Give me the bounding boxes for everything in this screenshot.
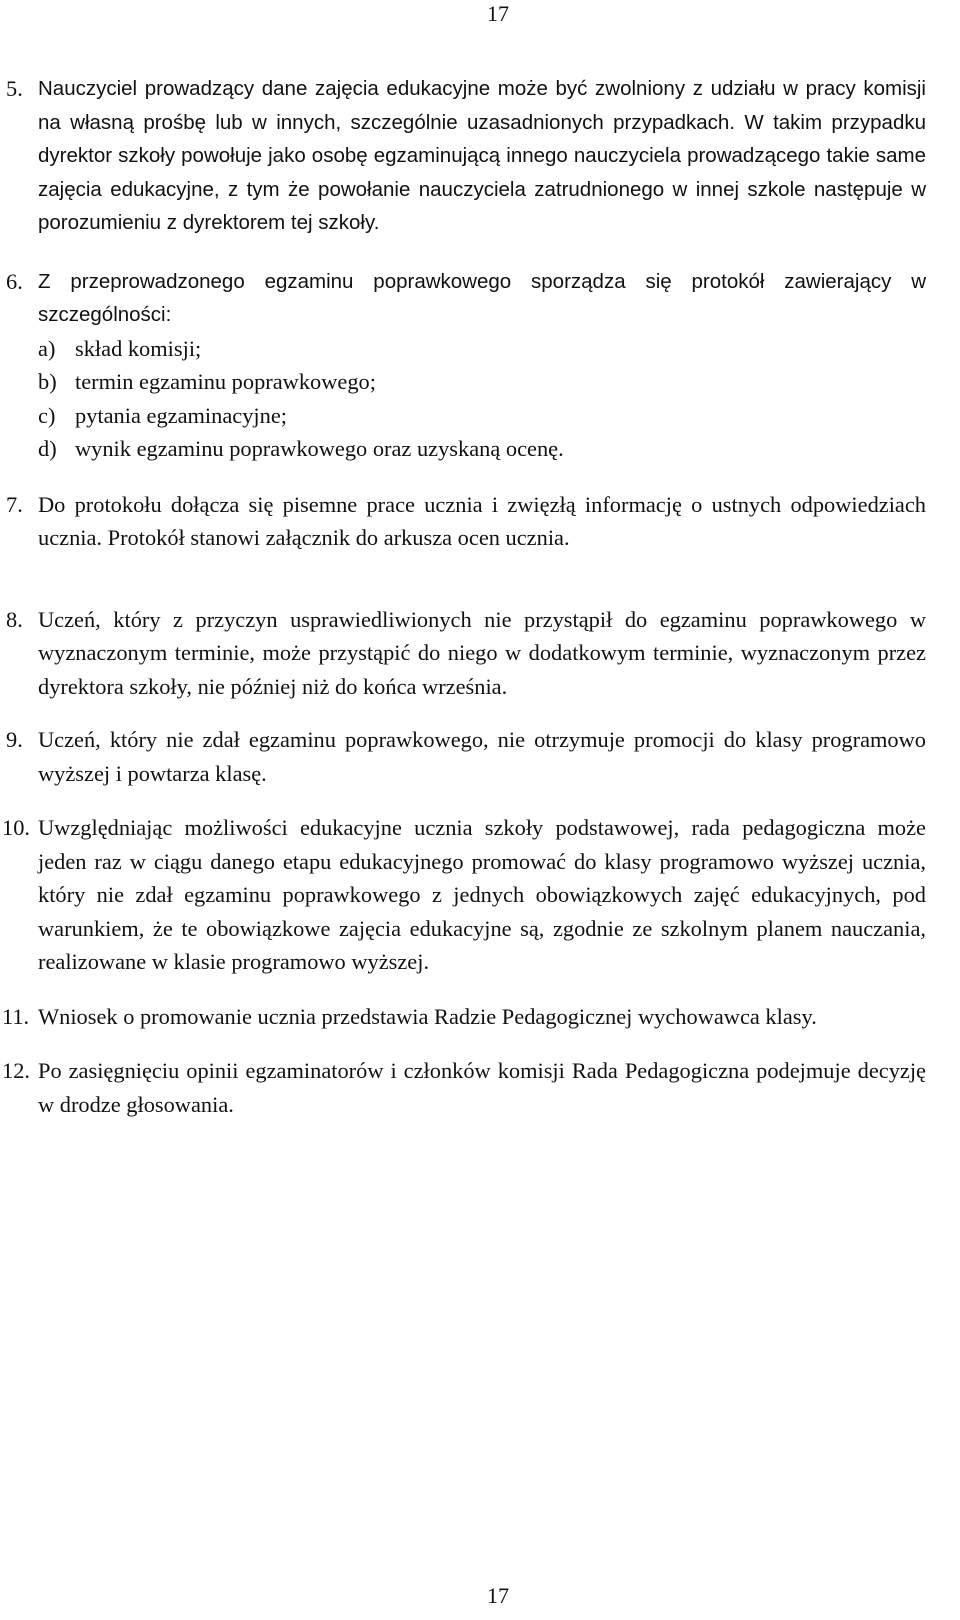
list-item	[38, 432, 926, 466]
paragraph-number: 9.	[6, 727, 23, 752]
paragraph-text: Uczeń, który z przyczyn usprawiedliwionych nie przystąpił do egzaminu poprawkowego w wyznaczonym terminie, może przystąpić do niego w dodatkowym terminie, wyznaczonym przez dyrektora szkoły, nie później niż do końca września.	[38, 606, 926, 699]
paragraph-number: 6.	[6, 268, 23, 294]
page-number-bottom: 17	[487, 1583, 509, 1608]
paragraph-text: Do protokołu dołącza się pisemne prace ucznia i zwięzłą informację o ustnych odpowiedziach ucznia. Protokół stanowi załącznik do arkusza ocen ucznia.	[38, 491, 926, 550]
paragraph-text: Uczeń, który nie zdał egzaminu poprawkowego, nie otrzymuje promocji do klasy programowo wyższej i powtarza klasę.	[38, 727, 926, 786]
paragraph-number: 11.	[2, 1003, 30, 1029]
paragraph-8	[6, 603, 926, 704]
list-item	[38, 399, 926, 433]
paragraph-number: 5.	[6, 76, 23, 101]
list-item-text: wynik egzaminu poprawkowego oraz uzyskaną ocenę.	[75, 436, 564, 461]
paragraph-6	[6, 265, 926, 466]
paragraph-10	[2, 811, 926, 979]
list-item-text: skład komisji;	[75, 335, 202, 361]
list-item-text: termin egzaminu poprawkowego;	[75, 369, 376, 394]
paragraph-9	[6, 723, 926, 790]
paragraph-number: 12.	[2, 1058, 30, 1083]
list-item	[38, 332, 926, 366]
paragraph-5	[6, 72, 926, 240]
protocol-contents-list	[38, 332, 926, 466]
list-item	[38, 365, 926, 399]
paragraph-number: 7.	[6, 491, 23, 517]
list-item-label: a)	[38, 335, 56, 361]
page-number-top: 17	[487, 1, 509, 26]
list-item-label: c)	[38, 402, 56, 428]
paragraph-7	[6, 488, 926, 555]
list-item-text: pytania egzaminacyjne;	[75, 402, 287, 428]
paragraph-12	[2, 1054, 926, 1121]
paragraph-text: Z przeprowadzonego egzaminu poprawkowego sporządza się protokół zawierający w szczególności:	[38, 269, 926, 326]
list-item-label: d)	[38, 436, 57, 461]
paragraph-text: Wniosek o promowanie ucznia przedstawia Radzie Pedagogicznej wychowawca klasy.	[38, 1003, 817, 1029]
paragraph-number: 8.	[6, 606, 23, 632]
paragraph-number: 10.	[2, 815, 30, 840]
paragraph-text: Po zasięgnięciu opinii egzaminatorów i członków komisji Rada Pedagogiczna podejmuje decyzję w drodze głosowania.	[38, 1058, 926, 1117]
list-item-label: b)	[38, 369, 57, 394]
paragraph-text: Nauczyciel prowadzący dane zajęcia edukacyjne może być zwolniony z udziału w pracy komisji na własną prośbę lub w innych, szczególnie uzasadnionych przypadkach. W takim przypadku dyrektor szkoły powołuje jako osobę egzaminującą innego nauczyciela prowadzącego takie same zajęcia edukacyjne, z tym że powołanie nauczyciela zatrudnionego w innej szkole następuje w porozumieniu z dyrektorem tej szkoły.	[38, 77, 926, 234]
document-body	[0, 72, 960, 1121]
paragraph-text: Uwzględniając możliwości edukacyjne ucznia szkoły podstawowej, rada pedagogiczna może jeden raz w ciągu danego etapu edukacyjnego promować do klasy programowo wyższej ucznia, który nie zdał egzaminu poprawkowego z jednych obowiązkowych zajęć edukacyjnych, pod warunkiem, że te obowiązkowe zajęcia edukacyjne są, zgodnie ze szkolnym planem nauczania, realizowane w klasie programowo wyższej.	[38, 815, 926, 974]
paragraph-11	[2, 1000, 926, 1034]
